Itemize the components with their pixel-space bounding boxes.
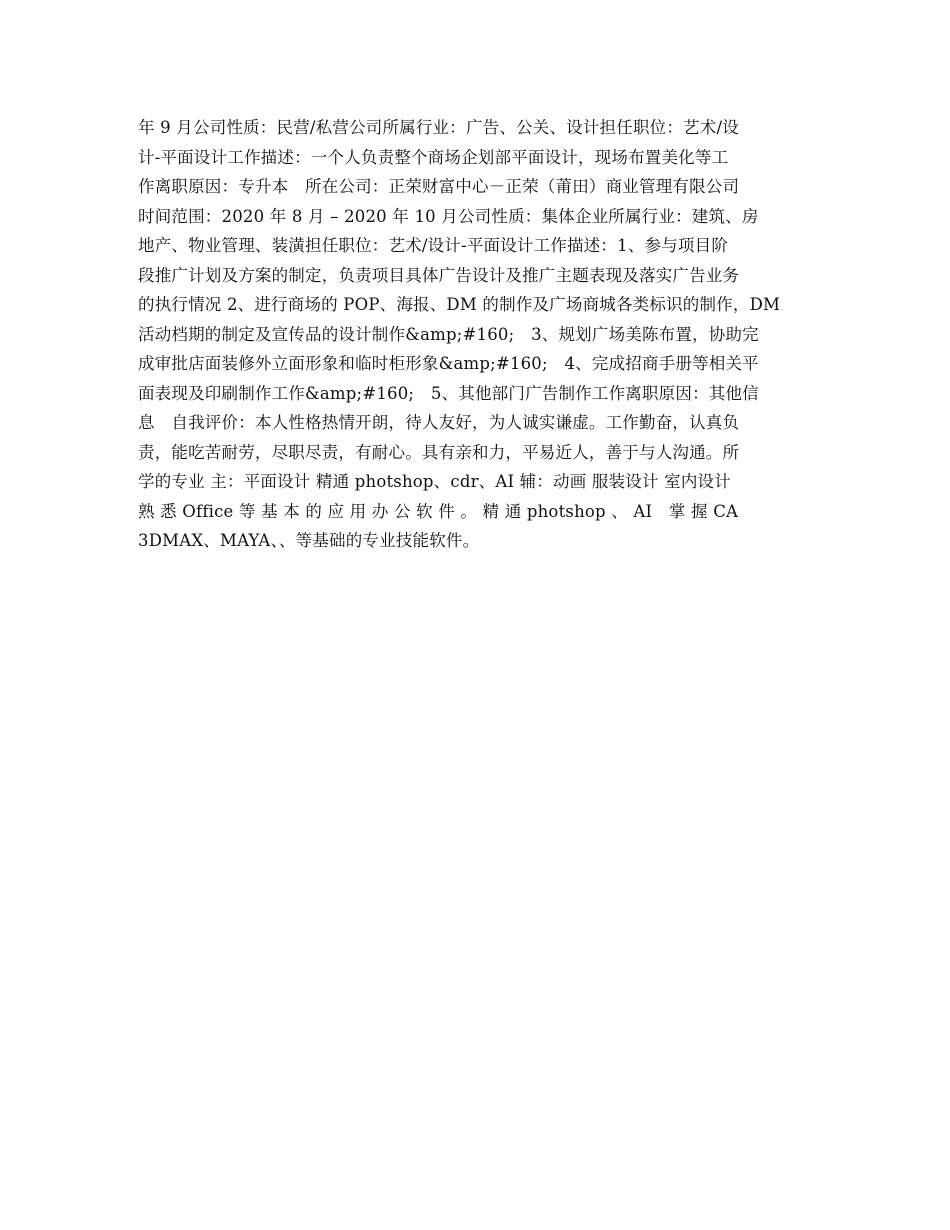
- text-line: 活动档期的制定及宣传品的设计制作&amp;#160; 3、规划广场美陈布置，协助完: [138, 324, 759, 344]
- text-line: 3DMAX、MAYA、、等基础的专业技能软件。: [138, 531, 480, 550]
- text-line: 责，能吃苦耐劳，尽职尽责，有耐心。具有亲和力，平易近人，善于与人沟通。所: [138, 442, 740, 462]
- text-line: 息 自我评价：本人性格热情开朗，待人友好，为人诚实谦虚。工作勤奋，认真负: [138, 413, 740, 432]
- text-line: 面表现及印刷制作工作&amp;#160; 5、其他部门广告制作工作离职原因：其他信: [138, 383, 759, 403]
- text-line: 计-平面设计工作描述：一个人负责整个商场企划部平面设计，现场布置美化等工: [138, 147, 729, 167]
- text-line: 熟 悉 Office 等 基 本 的 应 用 办 公 软 件 。 精 通 photshop 、 AI 掌 握 CA: [138, 501, 739, 521]
- text-line: 学的专业 主：平面设计 精通 photshop、cdr、AI 辅：动画 服装设计 室内设计: [138, 472, 731, 491]
- resume-text-block: [138, 113, 812, 556]
- text-line: 地产、物业管理、装潢担任职位：艺术/设计-平面设计工作描述：1、参与项目阶: [138, 236, 729, 255]
- text-line: 年 9 月公司性质：民营/私营公司所属行业：广告、公关、设计担任职位：艺术/设: [138, 118, 739, 137]
- text-line: 段推广计划及方案的制定，负责项目具体广告设计及推广主题表现及落实广告业务: [138, 265, 740, 285]
- text-line: 成审批店面装修外立面形象和临时柜形象&amp;#160; 4、完成招商手册等相关平: [138, 354, 759, 373]
- text-line: 时间范围：2020 年 8 月 – 2020 年 10 月公司性质：集体企业所属行业：建筑、房: [138, 206, 759, 226]
- text-line: 的执行情况 2、进行商场的 POP、海报、DM 的制作及广场商城各类标识的制作，DM: [138, 295, 781, 314]
- text-line: 作离职原因：专升本 所在公司：正荣财富中心－正荣（莆田）商业管理有限公司: [138, 177, 740, 196]
